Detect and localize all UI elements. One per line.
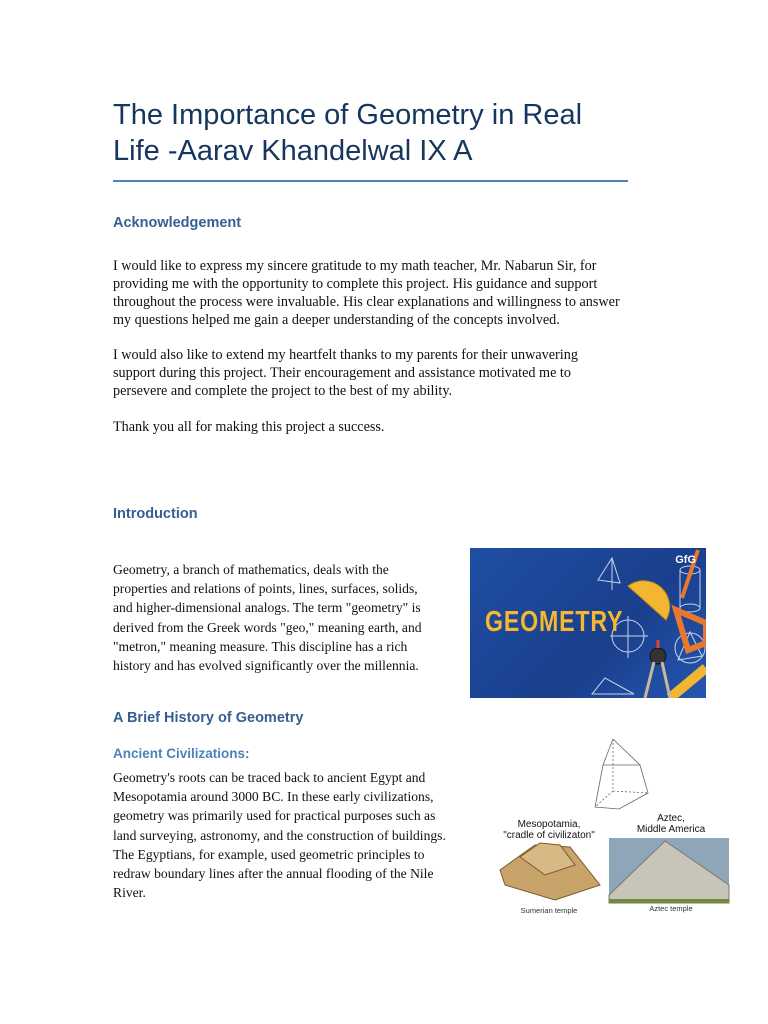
text-line: properties and relations of points, lines, surfaces, solids, <box>113 581 418 597</box>
gfg-logo: GfG <box>675 554 696 566</box>
caption-line: Aztec, <box>657 813 685 824</box>
document-title-line-2: Life -Aarav Khandelwal IX A <box>113 135 473 167</box>
ancient-civilizations-subheading: Ancient Civilizations: <box>113 746 250 761</box>
text-line: Thank you all for making this project a success. <box>113 419 385 435</box>
text-line: Geometry's roots can be traced back to ancient Egypt and <box>113 770 426 785</box>
caption-line: Middle America <box>636 824 706 835</box>
text-line: land surveying, astronomy, and the construction of buildings. <box>113 827 446 843</box>
acknowledgement-paragraph-3 <box>113 418 384 436</box>
text-line: geometry was primarily used for practical purposes such as <box>113 808 436 824</box>
history-heading: A Brief History of Geometry <box>113 710 304 726</box>
text-line: The Egyptians, for example, used geometric principles to <box>113 846 425 862</box>
acknowledgement-paragraph-1 <box>113 257 620 329</box>
text-line: my questions helped me gain a deeper understanding of the concepts involved. <box>113 312 560 328</box>
acknowledgement-paragraph-2 <box>113 346 578 400</box>
document-title-line-1: The Importance of Geometry in Real <box>113 99 583 131</box>
introduction-heading: Introduction <box>113 506 198 522</box>
geometry-banner-text: GEOMETRY <box>485 606 624 638</box>
text-line: I would also like to extend my heartfelt thanks to my parents for their unwavering <box>113 347 578 363</box>
aztec-temple-label: Aztec temple <box>649 904 693 913</box>
text-line: throughout the process were invaluable. His clear explanations and willingness to answer <box>113 294 620 310</box>
introduction-paragraph <box>113 560 422 675</box>
text-line: redraw boundary lines after the annual flooding of the Nile <box>113 866 434 882</box>
caption-line: "cradle of civilizaton" <box>503 830 595 841</box>
text-line: persevere and complete the project to the best of my ability. <box>113 383 453 399</box>
text-line: and higher-dimensional analogs. The term "geometry" is <box>113 600 421 616</box>
text-line: River. <box>113 885 146 901</box>
caption-line: Mesopotamia, <box>517 819 581 830</box>
text-line: Geometry, a branch of mathematics, deals with the <box>113 562 389 577</box>
aztec-caption <box>613 813 729 835</box>
text-line: I would like to express my sincere gratitude to my math teacher, Mr. Nabarun Sir, for <box>113 258 597 274</box>
acknowledgement-heading: Acknowledgement <box>113 215 242 231</box>
text-line: providing me with the opportunity to complete this project. His guidance and support <box>113 276 598 292</box>
text-line: derived from the Greek words "geo," meaning earth, and <box>113 619 422 635</box>
geometry-banner-image <box>470 548 706 698</box>
sumerian-temple-label: Sumerian temple <box>520 906 578 915</box>
ancient-pyramids-image <box>495 735 730 920</box>
title-divider <box>113 180 628 182</box>
text-line: "metron," meaning measure. This discipline has a rich <box>113 638 408 654</box>
ancient-civilizations-paragraph <box>113 768 446 902</box>
text-line: support during this project. Their encouragement and assistance motivated me to <box>113 365 571 381</box>
text-line: history and has evolved significantly over the millennia. <box>113 658 419 674</box>
text-line: Mesopotamia around 3000 BC. In these early civilizations, <box>113 789 434 805</box>
mesopotamia-caption <box>495 819 603 841</box>
